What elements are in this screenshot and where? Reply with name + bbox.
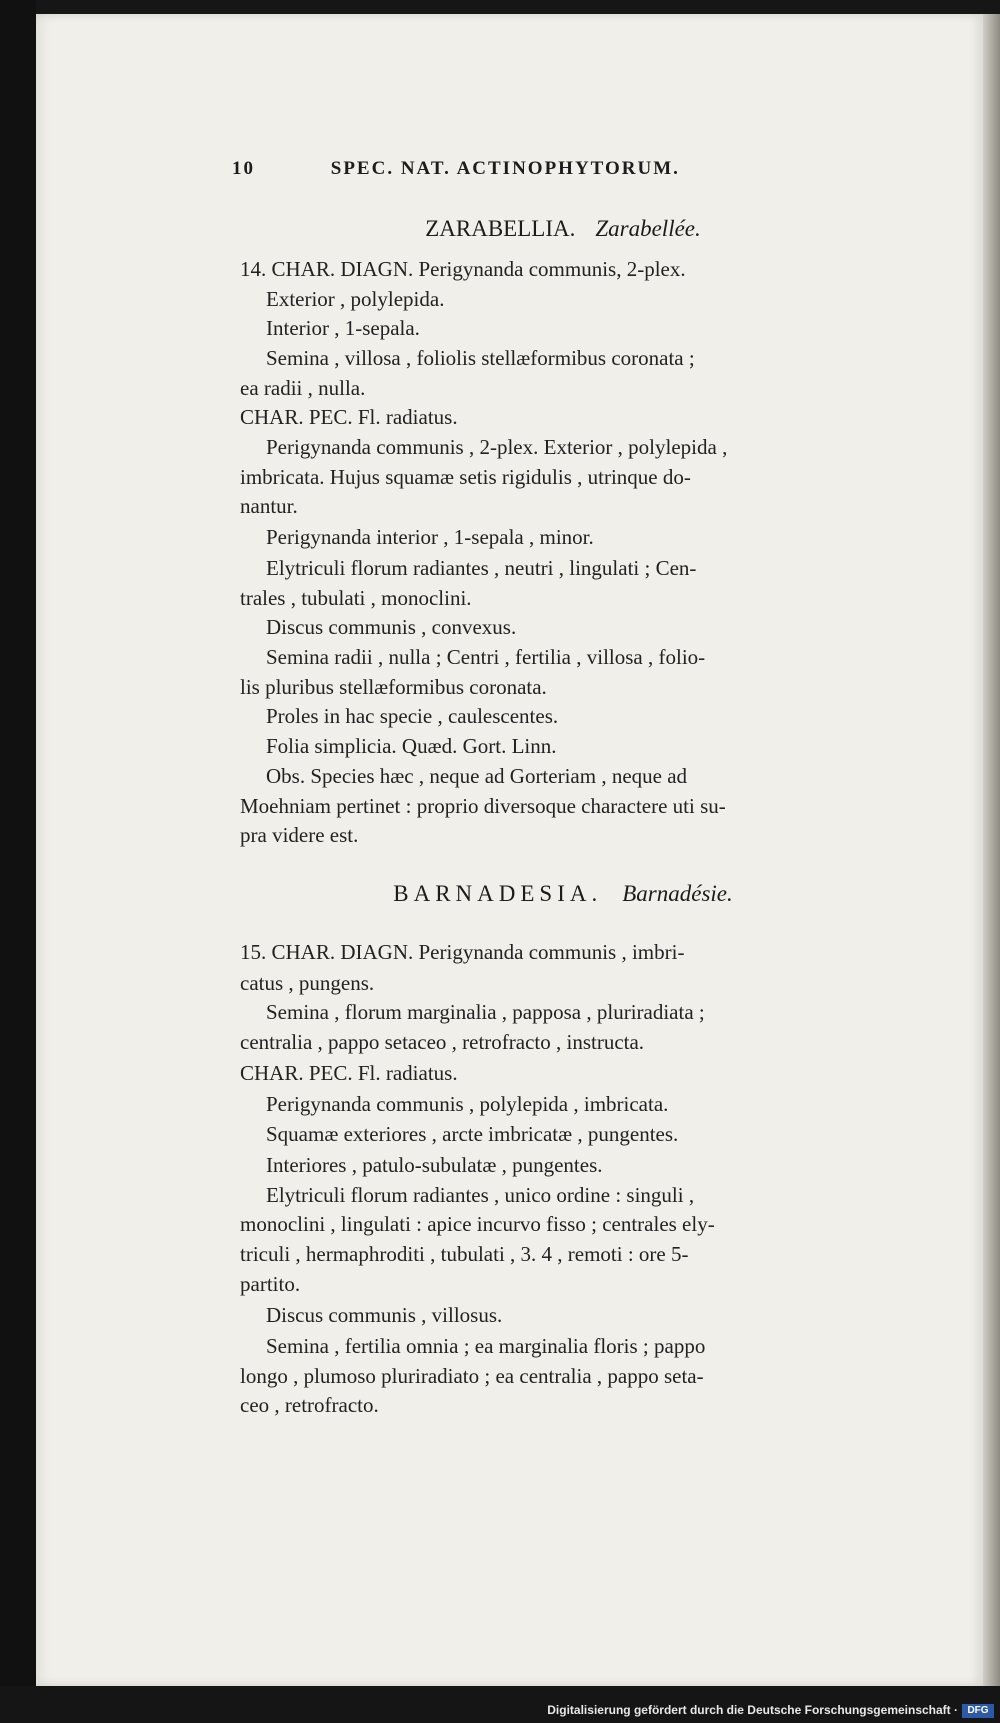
footer-credit: Digitalisierung gefördert durch die Deutsche Forschungsgemeinschaft · [547,1703,958,1717]
footer-bar [0,1686,1000,1723]
text-line: Perigynanda communis , 2-plex. Exterior , polylepida , [266,435,728,459]
text-line: centralia , pappo setaceo , retrofracto , instructa. [240,1030,645,1054]
dfg-logo: DFG [962,1704,994,1718]
text-line: triculi , hermaphroditi , tubulati , 3. 4 , remoti : ore 5- [240,1242,689,1266]
text-line: Squamæ exteriores , arcte imbricatæ , pungentes. [266,1122,679,1146]
text-line: longo , plumoso pluriradiato ; ea centralia , pappo seta- [240,1364,704,1388]
text-line: nantur. [240,494,298,518]
text-line: Exterior , polylepida. [266,287,445,311]
text-line: trales , tubulati , monoclini. [240,586,472,610]
text-line: CHAR. PEC. Fl. radiatus. [240,1061,458,1085]
running-title: SPEC. NAT. ACTINOPHYTORUM. [330,158,680,179]
text-line: monoclini , lingulati : apice incurvo fisso ; centrales ely- [240,1212,715,1236]
text-line: 15. CHAR. DIAGN. Perigynanda communis , imbri- [240,940,685,964]
text-line: Interior , 1-sepala. [266,316,420,340]
scan-border-left [0,0,36,1723]
text-line: Semina , villosa , foliolis stellæformibus coronata ; [266,346,695,370]
text-line: partito. [240,1272,301,1296]
text-line: Perigynanda interior , 1-sepala , minor. [266,525,594,549]
text-line: ceo , retrofracto. [240,1393,379,1417]
text-line: ea radii , nulla. [240,376,366,400]
text-line: catus , pungens. [240,971,375,995]
text-line: 14. CHAR. DIAGN. Perigynanda communis, 2-plex. [240,257,686,281]
text-line: Semina , florum marginalia , papposa , pluriradiata ; [266,1000,705,1024]
text-line: Semina , fertilia omnia ; ea marginalia floris ; pappo [266,1334,706,1358]
text-line: imbricata. Hujus squamæ setis rigidulis , utrinque do- [240,465,691,489]
genus-title-zarabellia: ZARABELLIA. Zarabellée. [425,216,701,241]
page-edge [983,14,1000,1686]
text-line: Proles in hac specie , caulescentes. [266,704,559,728]
text-line: Moehniam pertinet : proprio diversoque charactere uti su- [240,794,726,818]
text-line: Discus communis , convexus. [266,615,517,639]
text-line: Perigynanda communis , polylepida , imbricata. [266,1092,669,1116]
scan-border-top [0,0,1000,14]
genus-title-barnadesia: BARNADESIA. Barnadésie. [393,881,733,906]
text-line: pra videre est. [240,823,359,847]
text-line: Discus communis , villosus. [266,1303,503,1327]
text-line: CHAR. PEC. Fl. radiatus. [240,405,458,429]
page-number: 10 [232,158,255,179]
text-line: Semina radii , nulla ; Centri , fertilia , villosa , folio- [266,645,706,669]
text-line: Elytriculi florum radiantes , neutri , lingulati ; Cen- [266,556,697,580]
running-head [232,158,772,180]
text-line: Elytriculi florum radiantes , unico ordine : singuli , [266,1183,695,1207]
text-line: lis pluribus stellæformibus coronata. [240,675,547,699]
text-line: Folia simplicia. Quæd. Gort. Linn. [266,734,557,758]
text-line: Interiores , patulo-subulatæ , pungentes. [266,1153,603,1177]
text-line: Obs. Species hæc , neque ad Gorteriam , neque ad [266,764,688,788]
